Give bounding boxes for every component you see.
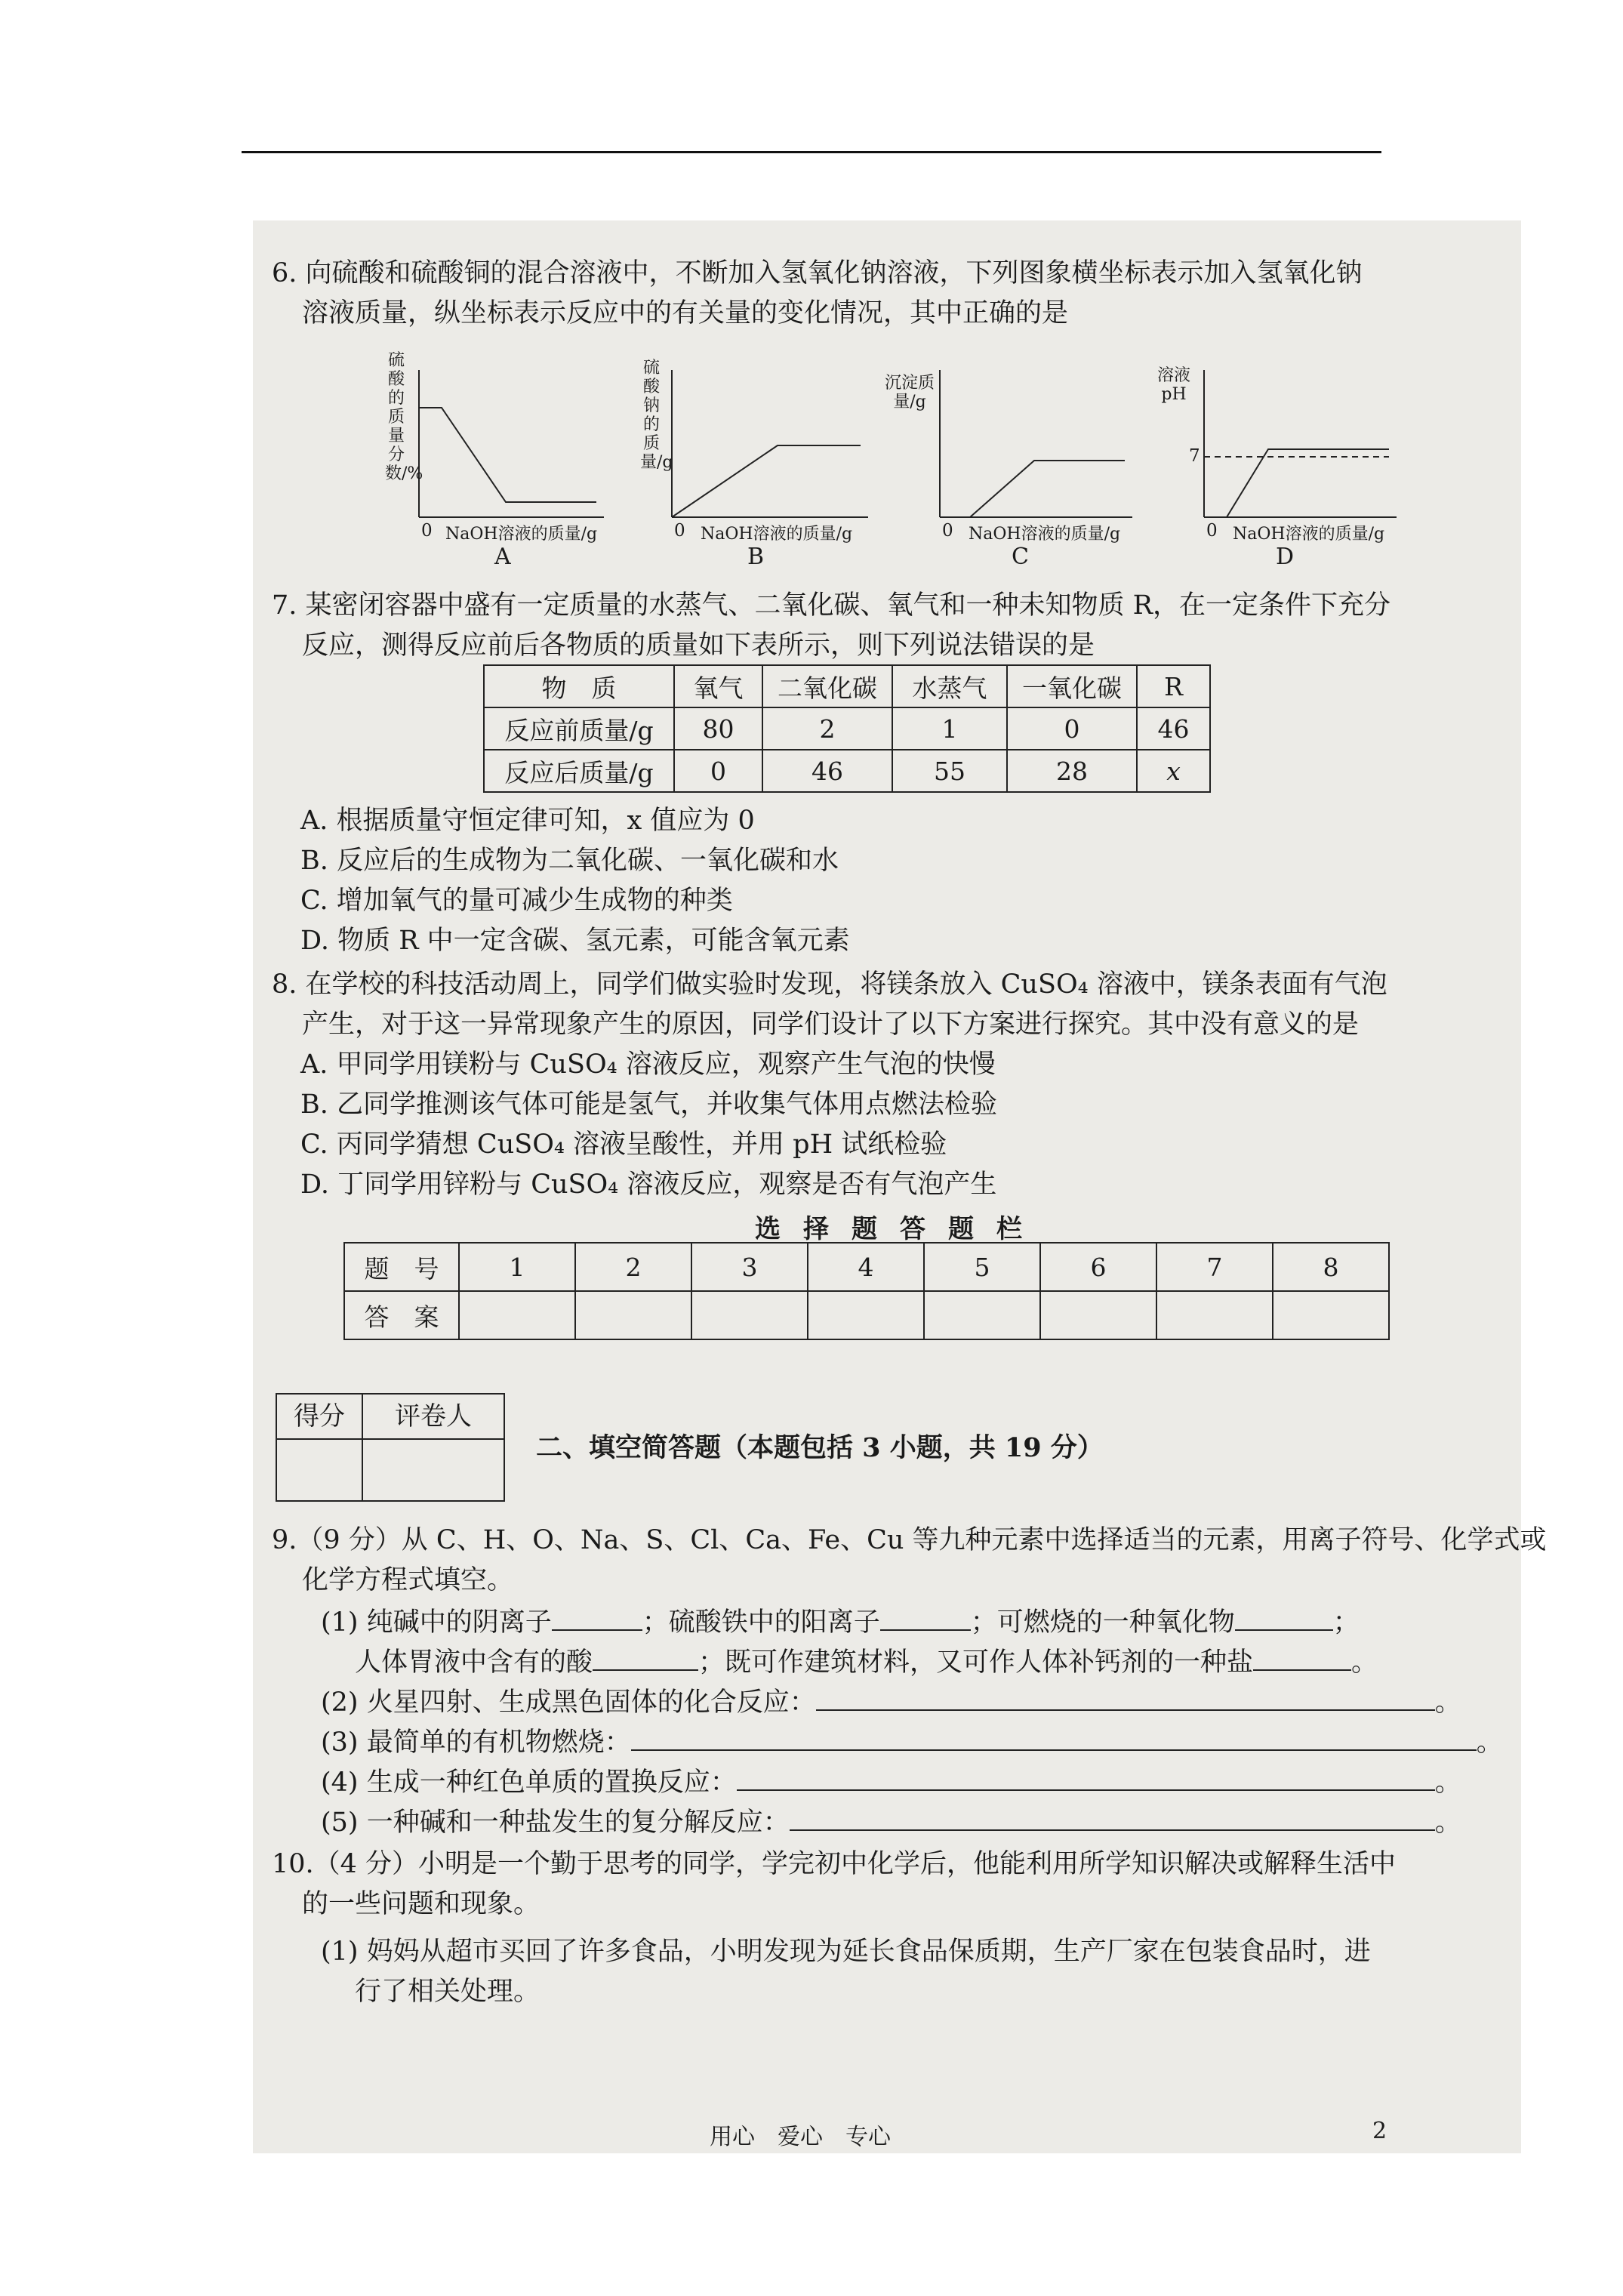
chart-a-origin: 0	[421, 521, 433, 541]
table-cell: 46	[762, 750, 892, 792]
q6-line2: 溶液质量，纵坐标表示反应中的有关量的变化情况，其中正确的是	[302, 298, 1069, 328]
answer-bar-answer-label: 答 案	[344, 1291, 459, 1339]
table-cell: 80	[674, 707, 762, 750]
chart-c-curve	[940, 461, 1125, 517]
q9-sub5	[321, 1804, 1461, 1839]
chart-d-ylabel: 溶液pH	[1156, 366, 1190, 404]
answer-blank[interactable]	[816, 1684, 1435, 1711]
footer-motto: 用心 爱心 专心	[710, 2124, 891, 2150]
q9-1a: (1) 纯碱中的阴离子	[321, 1607, 552, 1638]
table-cell: 55	[892, 750, 1007, 792]
q9-end: 。	[1434, 1808, 1461, 1838]
answer-cell[interactable]	[691, 1291, 808, 1339]
q9-sub3	[321, 1724, 1503, 1759]
table-header-cell: 物 质	[484, 665, 674, 707]
q9-sub4	[321, 1764, 1461, 1799]
score-box	[276, 1393, 505, 1502]
chart-c-ylabel: 沉淀质量/g	[884, 374, 935, 411]
q6-line1: 6. 向硫酸和硫酸铜的混合溶液中，不断加入氢氧化钠溶液，下列图象横坐标表示加入氢氧化钠	[272, 258, 1363, 288]
table-header-cell: 水蒸气	[892, 665, 1007, 707]
table-cell: 28	[1007, 750, 1137, 792]
q7-option-b: B. 反应后的生成物为二氧化碳、一氧化碳和水	[300, 846, 839, 876]
q9-1f: ；既可作建筑材料，又可作人体补钙剂的一种盐	[698, 1647, 1254, 1678]
section-2-title: 二、填空简答题（本题包括 3 小题，共 19 分）	[536, 1432, 1104, 1463]
chart-a-letter: A	[494, 544, 511, 570]
answer-blank[interactable]	[790, 1804, 1435, 1831]
q7-mass-table	[483, 664, 1211, 793]
chart-a-xlabel: NaOH溶液的质量/g	[445, 525, 598, 544]
q7-option-a: A. 根据质量守恒定律可知，x 值应为 0	[300, 806, 755, 836]
chart-b-curve	[672, 445, 861, 517]
q8-line2: 产生，对于这一异常现象产生的原因，同学们设计了以下方案进行探究。其中没有意义的是	[302, 1009, 1360, 1040]
answer-cell[interactable]	[1156, 1291, 1273, 1339]
chart-d-curve	[1204, 449, 1389, 517]
chart-b-origin: 0	[674, 521, 685, 541]
q10-line3: (1) 妈妈从超市买回了许多食品，小明发现为延长食品保质期，生产厂家在包装食品时，进	[321, 1937, 1371, 1967]
table-header-cell: 二氧化碳	[762, 665, 892, 707]
answer-number: 6	[1040, 1243, 1156, 1291]
answer-number: 7	[1156, 1243, 1273, 1291]
answer-bar-number-label: 题 号	[344, 1243, 459, 1291]
answer-cell[interactable]	[924, 1291, 1040, 1339]
q7-line2: 反应，测得反应前后各物质的质量如下表所示，则下列说法错误的是	[302, 630, 1095, 661]
chart-d-letter: D	[1276, 544, 1295, 570]
q9-line1: 9.（9 分）从 C、H、O、Na、S、Cl、Ca、Fe、Cu 等九种元素中选择适当的元素，用离子符号、化学式或	[272, 1525, 1547, 1555]
table-row	[484, 750, 1210, 792]
q7-line1: 7. 某密闭容器中盛有一定质量的水蒸气、二氧化碳、氧气和一种未知物质 R，在一定条件下充分	[272, 590, 1391, 621]
q9-sub1-line2	[355, 1644, 1378, 1679]
answer-number: 4	[808, 1243, 924, 1291]
answer-cell[interactable]	[575, 1291, 691, 1339]
answer-cell[interactable]	[1273, 1291, 1389, 1339]
answer-blank[interactable]	[880, 1604, 971, 1631]
chart-d-xlabel: NaOH溶液的质量/g	[1233, 525, 1385, 544]
answer-number: 1	[459, 1243, 575, 1291]
table-cell: 46	[1137, 707, 1210, 750]
table-row	[344, 1243, 1389, 1291]
q9-end: 。	[1434, 1687, 1461, 1718]
answer-cell[interactable]	[808, 1291, 924, 1339]
q9-end: 。	[1434, 1767, 1461, 1798]
chart-d-origin: 0	[1206, 521, 1218, 541]
chart-c	[883, 347, 1140, 574]
q9-sub2	[321, 1684, 1461, 1719]
q7-option-d: D. 物质 R 中一定含碳、氢元素，可能含氧元素	[300, 926, 850, 956]
chart-a	[355, 347, 611, 574]
q9-1e: 人体胃液中含有的酸	[355, 1647, 593, 1678]
answer-number: 2	[575, 1243, 691, 1291]
answer-cell[interactable]	[459, 1291, 575, 1339]
answer-blank[interactable]	[737, 1764, 1435, 1791]
q9-1c: ；可燃烧的一种氧化物	[970, 1607, 1235, 1638]
answer-blank[interactable]	[593, 1644, 698, 1671]
chart-b	[619, 347, 876, 574]
answer-blank[interactable]	[631, 1724, 1477, 1751]
header-rule	[242, 151, 1381, 153]
chart-d	[1147, 347, 1404, 574]
answer-bar-table	[343, 1242, 1390, 1340]
table-header-cell: 氧气	[674, 665, 762, 707]
q9-sub1-line1	[321, 1604, 1360, 1639]
chart-b-xlabel: NaOH溶液的质量/g	[701, 525, 853, 544]
chart-b-ylabel: 硫酸钠的质量/g	[640, 359, 673, 472]
q9-line2: 化学方程式填空。	[302, 1565, 514, 1595]
chart-d-tick-7: 7	[1189, 446, 1200, 466]
q8-line1: 8. 在学校的科技活动周上，同学们做实验时发现，将镁条放入 CuSO₄ 溶液中，镁条表面有气泡	[272, 969, 1387, 1000]
chart-c-letter: C	[1012, 544, 1029, 570]
table-row	[484, 707, 1210, 750]
table-cell: x	[1137, 750, 1210, 792]
q10-line2: 的一些问题和现象。	[302, 1889, 540, 1919]
table-header-cell: 一氧化碳	[1007, 665, 1137, 707]
score-label: 得分	[294, 1401, 345, 1432]
q8-option-a: A. 甲同学用镁粉与 CuSO₄ 溶液反应，观察产生气泡的快慢	[300, 1049, 996, 1080]
q9-1g: 。	[1351, 1647, 1378, 1678]
answer-bar-title: 选择题答题栏	[755, 1214, 1045, 1244]
q10-line4: 行了相关处理。	[355, 1977, 540, 2007]
q8-option-c: C. 丙同学猜想 CuSO₄ 溶液呈酸性，并用 pH 试纸检验	[300, 1130, 947, 1160]
chart-a-ylabel: 硫酸的质量分数/%	[385, 351, 423, 483]
q9-3: (3) 最简单的有机物燃烧：	[321, 1727, 631, 1758]
q9-5: (5) 一种碱和一种盐发生的复分解反应：	[321, 1808, 790, 1838]
chart-c-xlabel: NaOH溶液的质量/g	[969, 525, 1121, 544]
q10-line1: 10.（4 分）小明是一个勤于思考的同学，学完初中化学后，他能利用所学知识解决或解释生活中	[272, 1849, 1397, 1879]
table-cell: 反应后质量/g	[484, 750, 674, 792]
q7-option-c: C. 增加氧气的量可减少生成物的种类	[300, 886, 733, 916]
q9-1b: ；硫酸铁中的阳离子	[642, 1607, 880, 1638]
score-box-divider	[362, 1395, 363, 1500]
answer-blank[interactable]	[1253, 1644, 1351, 1671]
q9-1d: ；	[1332, 1607, 1360, 1638]
answer-blank[interactable]	[1235, 1604, 1333, 1631]
q8-option-d: D. 丁同学用锌粉与 CuSO₄ 溶液反应，观察是否有气泡产生	[300, 1170, 997, 1200]
q9-end: 。	[1476, 1727, 1503, 1758]
chart-b-letter: B	[747, 544, 765, 570]
answer-number: 5	[924, 1243, 1040, 1291]
chart-a-curve	[419, 408, 596, 502]
q6-charts	[355, 347, 1412, 574]
answer-cell[interactable]	[1040, 1291, 1156, 1339]
table-header-cell: R	[1137, 665, 1210, 707]
table-cell: 0	[674, 750, 762, 792]
table-cell: 0	[1007, 707, 1137, 750]
table-row	[484, 665, 1210, 707]
q8-option-b: B. 乙同学推测该气体可能是氢气，并收集气体用点燃法检验	[300, 1089, 997, 1120]
page-number: 2	[1372, 2118, 1387, 2144]
q9-2: (2) 火星四射、生成黑色固体的化合反应：	[321, 1687, 816, 1718]
q9-4: (4) 生成一种红色单质的置换反应：	[321, 1767, 737, 1798]
table-cell: 反应前质量/g	[484, 707, 674, 750]
table-cell: 1	[892, 707, 1007, 750]
table-cell: 2	[762, 707, 892, 750]
answer-number: 8	[1273, 1243, 1389, 1291]
grader-label: 评卷人	[395, 1401, 472, 1432]
chart-c-origin: 0	[942, 521, 953, 541]
answer-blank[interactable]	[552, 1604, 642, 1631]
answer-number: 3	[691, 1243, 808, 1291]
table-row	[344, 1291, 1389, 1339]
score-box-rule	[277, 1438, 504, 1440]
